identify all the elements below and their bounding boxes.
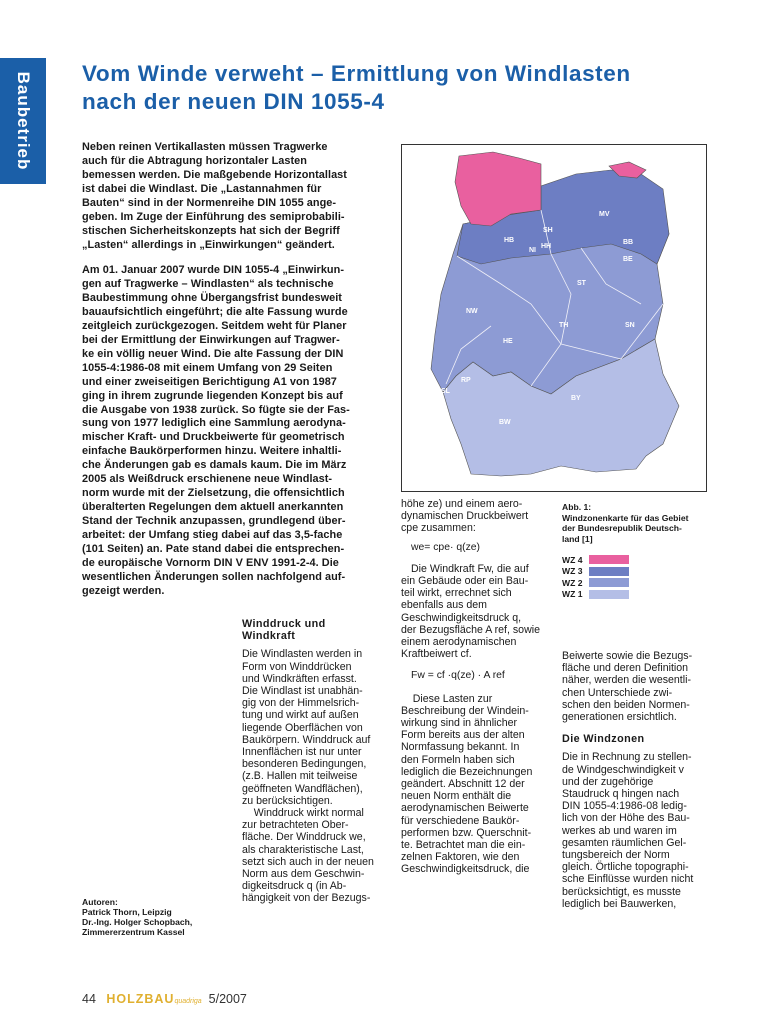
map-label-he: HE	[503, 338, 513, 345]
text-line: gleich. Örtliche topographi-	[562, 861, 689, 874]
formula-windkraft: Fw = cf ·q(ze) · A ref	[411, 670, 505, 682]
text-line: zelnen Faktoren, wie den	[401, 851, 520, 864]
text-line: Innenflächen ist nur unter	[242, 746, 362, 759]
text-line: wirkung sind in ähnlicher	[401, 717, 518, 730]
section-tab-label: Baubetrieb	[14, 71, 33, 171]
authors	[82, 897, 192, 937]
text-line: Neben reinen Vertikallasten müssen Tragwerke	[82, 141, 328, 153]
map-label-sh: SH	[543, 227, 553, 234]
text-line: stischen Sicherheitskonzepts hat sich der Begriff	[82, 224, 340, 237]
text-line: digkeitsdruck q (in Ab-	[242, 880, 347, 893]
map-label-sn: SN	[625, 322, 635, 329]
legend-item-wz2	[562, 577, 629, 588]
text-line: liegende Oberflächen von	[242, 721, 363, 734]
text-line: überalterten Regelungen dem aktuell anerkannten	[82, 501, 344, 514]
text-line: wesentlichen Änderungen sollen nachfolgend auf-	[82, 570, 346, 583]
text-line: Baukörpern. Winddruck auf	[242, 733, 371, 746]
intro-paragraph-2	[82, 264, 372, 599]
text-line: zeitgleich zurückgezogen. Seitdem weht für Planer	[82, 319, 347, 332]
column-windkraft	[401, 498, 549, 876]
text-line: gig von der Himmelsrich-	[242, 697, 360, 710]
column-windzonen	[562, 650, 712, 910]
author-name: Patrick Thorn, Leipzig	[82, 907, 172, 917]
text-line: performen bzw. Querschnit-	[401, 826, 532, 839]
brand-superscript: quadriga	[174, 998, 202, 1005]
text-line: tung und wirkt auf außen	[242, 709, 359, 722]
caption-line: land [1]	[562, 533, 593, 544]
text-line: bei der Ermittlung der Einwirkungen auf Tragwer-	[82, 333, 340, 346]
text-line: und der zugehörige	[562, 775, 654, 788]
text-line: sung von 1977 lediglich eine Sammlung aerodyna-	[82, 417, 346, 430]
text-line: Kraftbeiwert cf.	[401, 648, 472, 661]
legend-label: WZ 4	[562, 554, 583, 565]
text-line: setzt sich auch in der neuen	[242, 855, 374, 868]
text-line: der Bezugsfläche A ref, sowie	[401, 623, 540, 636]
text-line: werkes ab und waren im	[562, 824, 677, 837]
text-line: Norm aus dem Geschwin-	[242, 868, 365, 881]
text-line: Die Windlasten werden in	[242, 648, 363, 661]
text-line: sche Einflüsse wurden nicht	[562, 873, 694, 886]
text-line: gezeigt werden.	[82, 584, 165, 597]
author-name: Dr.-Ing. Holger Schopbach,	[82, 917, 193, 927]
text-line: Form von Winddrücken	[242, 660, 352, 673]
text-line: bauaufsichtlich eingeführt; die alte Fassung wurde	[82, 305, 348, 318]
text-line: Geschwindigkeitsdruck, die	[401, 863, 530, 876]
text-line: Geschwindigkeitsdruck q,	[401, 611, 522, 624]
text-line: geändert. Abschnitt 12 der	[401, 778, 525, 791]
text-line: und einer zweiseitigen Berichtigung A1 von 1987	[82, 375, 337, 388]
title-line: nach der neuen DIN 1055-4	[82, 89, 385, 114]
map-label-be: BE	[623, 256, 633, 263]
text-line: auch für die Abtragung horizontaler Lasten	[82, 154, 307, 167]
map-label-mv: MV	[599, 211, 610, 218]
text-line: näher, werden die wesentli-	[562, 674, 691, 687]
text-line: 1055-4:1986-08 mit einem Umfang von 29 Seiten	[82, 361, 333, 374]
text-line: Form bereits aus der alten	[401, 729, 525, 742]
text-line: arbeitet: der Umfang stieg dabei auf das 3,5-fache	[82, 529, 343, 542]
text-line: gen auf Tragwerke – Windlasten“ als technische	[82, 277, 334, 290]
text-line: (z.B. Hallen mit teilweise	[242, 770, 358, 783]
column-winddruck	[242, 618, 382, 905]
text-line: (101 Seiten) an. Pate stand dabei die entsprechen-	[82, 543, 345, 556]
formula-winddruck: we= cpe· q(ze)	[411, 541, 481, 553]
text-line: ebenfalls aus dem	[401, 599, 487, 612]
map-label-hb: HB	[504, 237, 515, 244]
text-line: ke ein völlig neuer Wind. Die alte Fassung der DIN	[82, 347, 344, 360]
text-line: Baubestimmung ohne Übergangsfrist bundesweit	[82, 291, 342, 304]
text-line: geben. Im Zuge der Einführung des semiprobabili-	[82, 210, 345, 223]
section-heading: Windkraft	[242, 630, 296, 643]
text-line: Winddruck wirkt normal	[242, 807, 364, 820]
map-legend	[562, 554, 629, 600]
text-line: hängigkeit von der Bezugs-	[242, 892, 371, 905]
text-line: DIN 1055-4:1986-08 ledig-	[562, 800, 687, 813]
text-line: Die in Rechnung zu stellen-	[562, 751, 692, 764]
section-heading: Die Windzonen	[562, 733, 645, 746]
text-line: de Windgeschwindigkeit v	[562, 763, 684, 776]
text-line: tungsbereich der Norm	[562, 849, 670, 862]
text-line: Staudruck q hingen nach	[562, 788, 680, 801]
text-line: die Ausgabe von 1938 zurück. So fügte sie der Fas-	[82, 403, 350, 416]
authors-label: Autoren:	[82, 897, 118, 907]
title-line: Vom Winde verweht – Ermittlung von Windlasten	[82, 61, 631, 86]
map-label-bb: BB	[623, 239, 634, 246]
text-line: mischer Kraft- und Druckbeiwerte für geometrisch	[82, 431, 345, 444]
text-line: bemessen werden. Die maßgebende Horizontallast	[82, 168, 347, 181]
text-line: teil wirkt, errechnet sich	[401, 587, 512, 600]
text-line: fläche und deren Definition	[562, 662, 689, 675]
legend-label: WZ 1	[562, 589, 583, 600]
figure-caption	[562, 502, 688, 544]
caption-line: der Bundesrepublik Deutsch-	[562, 523, 682, 534]
page-footer	[82, 992, 247, 1006]
legend-item-wz3	[562, 566, 629, 577]
map-label-bw: BW	[499, 419, 511, 426]
text-line: neuen Norm enthält die	[401, 790, 512, 803]
text-line: Die Windlast ist unabhän-	[242, 685, 363, 698]
text-line: aerodynamischen Beiwerte	[401, 802, 529, 815]
map-label-hh: HH	[541, 243, 552, 250]
caption-line: Windzonenkarte für das Gebiet	[562, 512, 689, 523]
legend-item-wz1	[562, 589, 629, 600]
map-label-ni: NI	[529, 247, 536, 254]
text-line: Bauten“ sind in der Normenreihe DIN 1055 ange-	[82, 196, 337, 209]
map-label-by: BY	[571, 395, 581, 402]
text-line: 2005 als Weißdruck erschienene neue Windlast-	[82, 473, 333, 486]
text-line: lediglich die Bezeichnungen	[401, 765, 533, 778]
text-line: einfache Baukörperformen hinzu. Weitere inhaltli-	[82, 445, 342, 458]
article-title	[82, 60, 722, 116]
text-line: für verschiedene Baukör-	[401, 814, 520, 827]
text-line: einem aerodynamischen	[401, 636, 517, 649]
text-line: che Änderungen gab es damals kaum. Die im März	[82, 459, 347, 472]
text-line: chen Unterschiede zwi-	[562, 686, 673, 699]
text-line: schen den beiden Normen-	[562, 698, 690, 711]
legend-swatch	[589, 578, 629, 587]
author-affiliation: Zimmererzentrum Kassel	[82, 927, 185, 937]
text-line: gesamten räumlichen Gel-	[562, 836, 687, 849]
magazine-brand: HOLZBAU	[106, 992, 175, 1006]
text-line: Diese Lasten zur	[401, 692, 493, 705]
map-label-st: ST	[577, 280, 586, 287]
text-line: de europäische Vornorm DIN V ENV 1991-2-4. Die	[82, 557, 339, 570]
map-label-th: TH	[559, 322, 569, 329]
text-line: und Windkräften erfasst.	[242, 672, 357, 685]
text-line: generationen ersichtlich.	[562, 711, 677, 724]
text-line: dynamischen Druckbeiwert	[401, 510, 529, 523]
text-line: Die Windkraft Fw, die auf	[411, 562, 529, 575]
text-line: höhe ze) und einem aero-	[401, 498, 523, 510]
text-line: „Lasten“ allerdings in „Einwirkungen“ geändert.	[82, 238, 335, 251]
text-line: als charakteristische Last,	[242, 843, 364, 856]
page-number: 44	[82, 992, 96, 1006]
text-line: zur betrachteten Ober-	[242, 819, 349, 832]
windzone-map	[401, 144, 707, 492]
map-label-nw: NW	[466, 308, 478, 315]
text-line: geöffneten Wandflächen),	[242, 782, 363, 795]
intro-paragraph-1	[82, 141, 372, 253]
text-line: berücksichtigt, es musste	[562, 885, 681, 898]
text-line: Normfassung bekannt. In	[401, 741, 520, 754]
text-line: Beschreibung der Windein-	[401, 704, 529, 717]
text-line: fläche. Der Winddruck we,	[242, 831, 366, 844]
text-line: norm wurde mit der Zielsetzung, die offensichtlich	[82, 487, 345, 500]
text-line: besonderen Bedingungen,	[242, 758, 367, 771]
section-heading: Winddruck und	[242, 618, 326, 630]
text-line: lediglich bei Bauwerken,	[562, 897, 677, 910]
text-line: ging in ihrem zugrunde liegenden Konzept bis auf	[82, 389, 343, 402]
map-label-rp: RP	[461, 377, 471, 384]
issue-number: 5/2007	[208, 992, 247, 1006]
legend-label: WZ 2	[562, 577, 583, 588]
text-line: Stand der Technik anzupassen, grundlegend über-	[82, 515, 346, 528]
text-line: Beiwerte sowie die Bezugs-	[562, 650, 693, 662]
text-line: lich von der Höhe des Bau-	[562, 812, 690, 825]
legend-swatch	[589, 555, 629, 564]
text-line: den Formeln haben sich	[401, 753, 515, 766]
caption-line: Abb. 1:	[562, 502, 592, 512]
text-line: Am 01. Januar 2007 wurde DIN 1055-4 „Einwirkun-	[82, 264, 345, 276]
text-line: ein Gebäude oder ein Bau-	[401, 575, 529, 588]
legend-swatch	[589, 567, 629, 576]
legend-label: WZ 3	[562, 566, 583, 577]
legend-swatch	[589, 590, 629, 599]
text-line: te. Betrachtet man die ein-	[401, 839, 526, 852]
text-line: ist dabei die Windlast. Die „Lastannahmen für	[82, 182, 322, 195]
text-line: cpe zusammen:	[401, 522, 476, 535]
legend-item-wz4	[562, 554, 629, 565]
text-line: zu berücksichtigen.	[242, 794, 333, 807]
section-tab	[0, 58, 46, 184]
map-label-sl: SL	[441, 388, 450, 395]
